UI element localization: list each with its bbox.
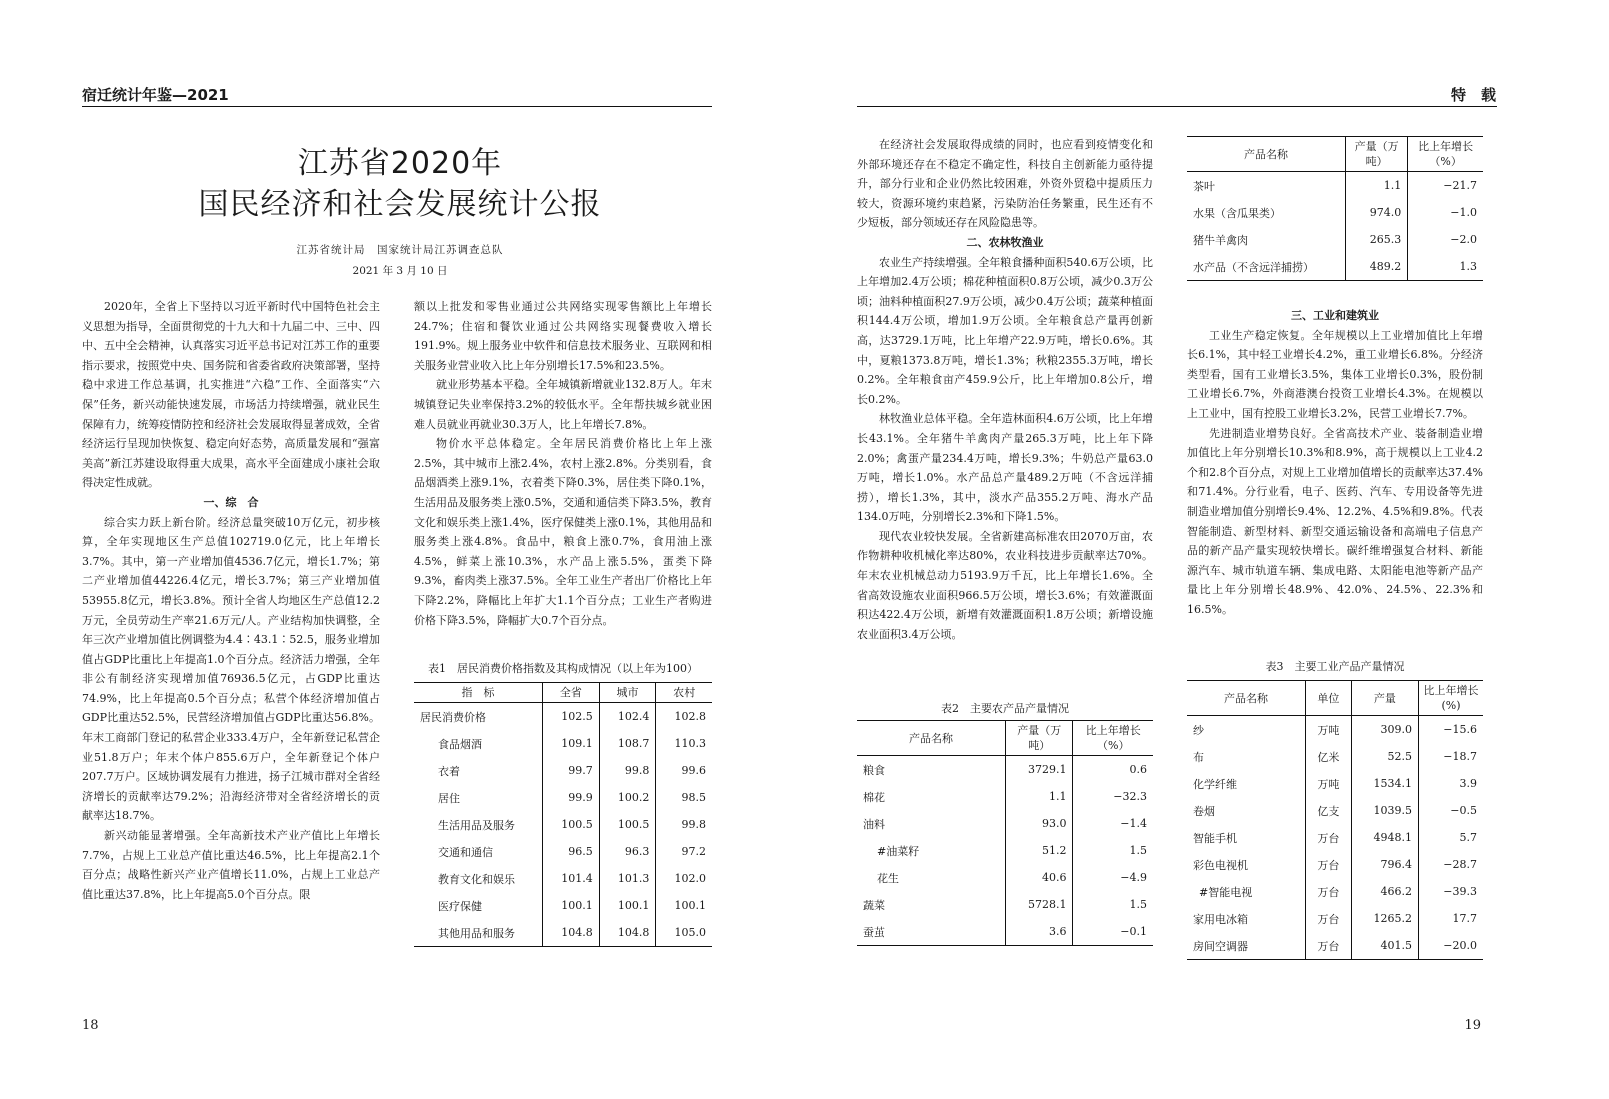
table-row: [414, 784, 712, 811]
table-row: [1187, 878, 1483, 905]
table-row: [1187, 743, 1483, 770]
table-cell: −1.0: [1408, 199, 1483, 226]
table-row: [414, 757, 712, 784]
table-cell: 房间空调器: [1193, 939, 1248, 953]
table3-body: [1187, 716, 1483, 960]
table-cell: 101.4: [543, 865, 600, 892]
table-header: 产量（万吨）: [1346, 137, 1408, 172]
right-column-1: [857, 135, 1153, 644]
table-header: 全省: [543, 683, 600, 703]
table-header: 产量（万吨）: [1006, 721, 1073, 756]
table-cell: 万吨: [1306, 770, 1352, 797]
table-cell: 万台: [1306, 878, 1352, 905]
table-cell: −18.7: [1419, 743, 1484, 770]
table-cell: 100.1: [656, 892, 712, 919]
table-cell: 纱: [1193, 723, 1204, 737]
table-row: [857, 756, 1153, 784]
table-cell: 亿米: [1306, 743, 1352, 770]
table-cell: #智能电视: [1199, 885, 1253, 899]
section-heading: 二、农林牧渔业: [966, 235, 1044, 249]
table-cell: 489.2: [1346, 253, 1408, 281]
table-cell: 水果（含瓜果类）: [1193, 206, 1281, 220]
table-cell: 居民消费价格: [420, 710, 486, 724]
table-cell: 食品烟酒: [438, 737, 482, 751]
table-row: [414, 865, 712, 892]
table-cell: 卷烟: [1193, 804, 1215, 818]
table-cell: 97.2: [656, 838, 712, 865]
left-column-1: [82, 297, 380, 904]
article-title-line1: 江苏省2020年: [297, 146, 503, 181]
table-cell: 4948.1: [1351, 824, 1418, 851]
right-column-2: [1187, 290, 1483, 620]
table-row: [1187, 172, 1483, 200]
table-row: [857, 918, 1153, 946]
table-cell: −28.7: [1419, 851, 1484, 878]
table-header: 指 标: [414, 683, 543, 703]
running-head-right: 特 载: [1450, 86, 1496, 104]
table-cell: 居住: [438, 791, 460, 805]
table-cell: 265.3: [1346, 226, 1408, 253]
table-cell: 5728.1: [1006, 891, 1073, 918]
table-cell: 1265.2: [1351, 905, 1418, 932]
table-row: [414, 730, 712, 757]
table-cell: 98.5: [656, 784, 712, 811]
table-cell: 110.3: [656, 730, 712, 757]
table-cell: 粮食: [863, 763, 885, 777]
header-rule-right: [857, 106, 1497, 107]
table-cell: −0.1: [1073, 918, 1153, 946]
header-rule-left: [82, 106, 712, 107]
paragraph: 就业形势基本平稳。全年城镇新增就业132.8万人。年末城镇登记失业率保持3.2%的较低水平。全年帮扶城乡就业困难人员就业再就业30.3万人，比上年增长7.8%。: [414, 378, 712, 431]
paragraph: 在经济社会发展取得成绩的同时，也应看到疫情变化和外部环境还存在不稳定不确定性，科技自主创新能力亟待提升，部分行业和企业仍然比较困难，外资外贸稳中提质压力较大，资源环境约束趋紧，污染防治任务繁重，民生还有不少短板，部分领域还存在风险隐患等。: [857, 138, 1153, 230]
table-row: [1187, 797, 1483, 824]
table-cell: 万台: [1306, 905, 1352, 932]
paragraph: 现代农业较快发展。全省新建高标准农田2070万亩，农作物耕种收机械化率达80%，农业科技进步贡献率达70%。年末农业机械总动力5193.9万千瓦，比上年增长1.6%。全省高效设施农业面积966.5万公顷，增长3.6%；有效灌溉面积达422.4万公顷，新增有效灌溉面积1.8万公顷；新增设施农业面积3.4万公顷。: [857, 529, 1153, 641]
table-cell: −20.0: [1419, 932, 1484, 960]
paragraph: 新兴动能显著增强。全年高新技术产业产值比上年增长7.7%，占规上工业总产值比重达46.5%，比上年提高2.1个百分点；战略性新兴产业产值增长11.0%，占规上工业总产值比重达37.8%，比上年提高5.0个百分点。限: [82, 829, 380, 901]
table-header: 产品名称: [1187, 681, 1306, 716]
article-authors: 江苏省统计局 国家统计局江苏调查总队: [296, 244, 504, 256]
table-cell: 1039.5: [1351, 797, 1418, 824]
table-cell: 102.5: [543, 703, 600, 731]
table-cell: 100.1: [543, 892, 600, 919]
table-cell: 万台: [1306, 932, 1352, 960]
table-row: [414, 703, 712, 731]
table-cell: 茶叶: [1193, 179, 1215, 193]
table1-caption: 表1 居民消费价格指数及其构成情况（以上年为100）: [428, 662, 698, 675]
table-row: [414, 892, 712, 919]
table-cell: 100.5: [543, 811, 600, 838]
table-cell: 99.7: [543, 757, 600, 784]
table-cell: 棉花: [863, 790, 885, 804]
table-row: [1187, 905, 1483, 932]
table-cell: 1534.1: [1351, 770, 1418, 797]
table-cell: 100.1: [599, 892, 656, 919]
table-row: [414, 811, 712, 838]
table-cell: −32.3: [1073, 783, 1153, 810]
table-header: 农村: [656, 683, 712, 703]
table-cell: 化学纤维: [1193, 777, 1237, 791]
table-row: [1187, 932, 1483, 960]
table-cell: 蔬菜: [863, 898, 885, 912]
table-row: [1187, 253, 1483, 281]
right-page: [805, 0, 1609, 1099]
table-cell: −1.4: [1073, 810, 1153, 837]
paragraph: 林牧渔业总体平稳。全年造林面积4.6万公顷，比上年增长43.1%。全年猪牛羊禽肉产量265.3万吨，比上年下降2.0%；禽蛋产量234.4万吨，增长9.3%；牛奶总产量63.0万吨，增长1.0%。水产品总产量489.2万吨（不含远洋捕捞），增长1.3%，其中，淡水产品355.2万吨、海水产品134.0万吨，分别增长2.3%和下降1.5%。: [857, 412, 1153, 524]
paragraph: 额以上批发和零售业通过公共网络实现零售额比上年增长24.7%；住宿和餐饮业通过公共网络实现餐费收入增长191.9%。规上服务业中软件和信息技术服务业、互联网和相关服务业营业收入比上年分别增长17.5%和23.5%。: [414, 300, 712, 372]
table-cell: 96.5: [543, 838, 600, 865]
section-heading: 一、综 合: [203, 495, 259, 509]
table-cell: −39.3: [1419, 878, 1484, 905]
table-cell: 3.6: [1006, 918, 1073, 946]
table-cell: 52.5: [1351, 743, 1418, 770]
table-cell: 100.5: [599, 811, 656, 838]
table-header: 比上年增长（%）: [1408, 137, 1483, 172]
table-cell: 教育文化和娱乐: [438, 872, 515, 886]
table-cell: 布: [1193, 750, 1204, 764]
table-cell: 93.0: [1006, 810, 1073, 837]
table-row: [1187, 199, 1483, 226]
table-row: [414, 838, 712, 865]
table-cell: 309.0: [1351, 716, 1418, 744]
table-cell: 99.9: [543, 784, 600, 811]
table-row: [1187, 824, 1483, 851]
table-row: [857, 783, 1153, 810]
table-cell: 99.8: [599, 757, 656, 784]
table-cell: 0.6: [1073, 756, 1153, 784]
table1: [414, 682, 712, 947]
table-cell: 102.8: [656, 703, 712, 731]
table-header: 产量: [1351, 681, 1418, 716]
table-cell: 96.3: [599, 838, 656, 865]
table-cell: 衣着: [438, 764, 460, 778]
table-header: 城市: [599, 683, 656, 703]
table-cell: 51.2: [1006, 837, 1073, 864]
table-cell: 猪牛羊禽肉: [1193, 233, 1248, 247]
table-cell: 796.4: [1351, 851, 1418, 878]
table3: [1187, 680, 1483, 960]
table-cell: 医疗保健: [438, 899, 482, 913]
paragraph: 先进制造业增势良好。全省高技术产业、装备制造业增加值比上年分别增长10.3%和8.9%，高于规模以上工业4.2个和2.8个百分点，对规上工业增加值增长的贡献率达37.4%和71.4%。分行业看，电子、医药、汽车、专用设备等先进制造业增加值分别增长9.4%、12.2%、4.5%和9.8%。代表智能制造、新型材料、新型交通运输设备和高端电子信息产品的新产品产量实现较快增长。碳纤维增强复合材料、新能源汽车、城市轨道车辆、集成电路、太阳能电池等新产品产量比上年分别增长48.9%、42.0%、24.5%、22.3%和16.5%。: [1187, 426, 1483, 616]
table-cell: 466.2: [1351, 878, 1418, 905]
table-cell: 102.0: [656, 865, 712, 892]
table-cell: 3729.1: [1006, 756, 1073, 784]
running-head-left: 宿迁统计年鉴—2021: [82, 86, 229, 104]
table-cell: 蚕茧: [863, 925, 885, 939]
table-cell: 水产品（不含远洋捕捞）: [1193, 260, 1314, 274]
table-row: [857, 837, 1153, 864]
paragraph: 物价水平总体稳定。全年居民消费价格比上年上涨2.5%，其中城市上涨2.4%，农村上涨2.8%。分类别看，食品烟酒类上涨9.1%，衣着类下降0.3%，居住类下降0.1%，生活用品及服务类上涨0.5%，交通和通信类下降3.5%，教育文化和娱乐类上涨1.4%，医疗保健类上涨0.1%，其他用品和服务类上涨4.8%。食品中，粮食上涨0.7%，食用油上涨4.5%，鲜菜上涨10.3%，水产品上涨5.5%，蛋类下降9.3%，畜肉类上涨37.5%。全年工业生产者出厂价格比上年下降2.2%，降幅比上年扩大1.1个百分点；工业生产者购进价格下降3.5%，降幅扩大0.7个百分点。: [414, 437, 712, 627]
table-cell: 万台: [1306, 824, 1352, 851]
section-heading: 三、工业和建筑业: [1291, 309, 1379, 322]
table-cell: −0.5: [1419, 797, 1484, 824]
table-row: [1187, 716, 1483, 744]
table-cell: 99.6: [656, 757, 712, 784]
paragraph: 2020年，全省上下坚持以习近平新时代中国特色社会主义思想为指导，全面贯彻党的十九大和十九届二中、三中、四中、五中全会精神，认真落实习近平总书记对江苏工作的重要指示要求，按照党中央、国务院和省委省政府决策部署，坚持稳中求进工作总基调，扎实推进“六稳”工作、全面落实“六保”任务，新兴动能快速发展，市场活力持续增强，就业民生保障有力，统筹疫情防控和经济社会发展取得显著成效，全省经济运行呈现加快恢复、稳定向好态势，高质量发展和“强富美高”新江苏建设取得重大成果，高水平全面建成小康社会取得决定性成就。: [82, 300, 380, 490]
table-cell: 5.7: [1419, 824, 1484, 851]
table3-caption: 表3 主要工业产品产量情况: [1265, 660, 1405, 673]
article-date: 2021 年 3 月 10 日: [352, 265, 448, 277]
table-cell: 1.1: [1346, 172, 1408, 200]
table2-body: [857, 756, 1153, 946]
table-cell: #油菜籽: [877, 844, 920, 858]
table-header: 单位: [1306, 681, 1352, 716]
table-header: 产品名称: [857, 721, 1006, 756]
table-row: [414, 919, 712, 947]
table-cell: 家用电冰箱: [1193, 912, 1248, 926]
table2-continued-body: [1187, 172, 1483, 281]
table2: [857, 720, 1153, 946]
table-cell: 104.8: [599, 919, 656, 947]
article-title-line2: 国民经济和社会发展统计公报: [198, 187, 602, 222]
table-cell: 109.1: [543, 730, 600, 757]
table-cell: 108.7: [599, 730, 656, 757]
table-cell: 101.3: [599, 865, 656, 892]
table-cell: 1.1: [1006, 783, 1073, 810]
table-header: 产品名称: [1187, 137, 1346, 172]
table-cell: 401.5: [1351, 932, 1418, 960]
table-header: 比上年增长(%): [1419, 681, 1484, 716]
paragraph: 工业生产稳定恢复。全年规模以上工业增加值比上年增长6.1%，其中轻工业增长4.2%，重工业增长6.8%。分经济类型看，国有工业增长3.5%，集体工业增长0.3%，股份制工业增长6.7%，外商港澳台投资工业增长4.3%。在规模以上工业中，国有控股工业增长3.2%，民营工业增长7.7%。: [1187, 328, 1483, 420]
table2-continued: [1187, 136, 1483, 281]
table-cell: 智能手机: [1193, 831, 1237, 845]
table-row: [857, 864, 1153, 891]
table-cell: 974.0: [1346, 199, 1408, 226]
table-cell: 100.2: [599, 784, 656, 811]
table-cell: 万台: [1306, 851, 1352, 878]
paragraph: 综合实力跃上新台阶。经济总量突破10万亿元，初步核算，全年实现地区生产总值102719.0亿元，比上年增长3.7%。其中，第一产业增加值4536.7亿元，增长1.7%；第二产业增加值44226.4亿元，增长3.7%；第三产业增加值53955.8亿元，增长3.8%。预计全省人均地区生产总值12.2万元，全员劳动生产率21.6万元/人。产业结构加快调整，全年三次产业增加值比例调整为4.4∶43.1∶52.5，服务业增加值占GDP比重比上年提高1.0个百分点。经济活力增强，全年非公有制经济实现增加值76936.5亿元，占GDP比重达74.9%，比上年提高0.5个百分点；私营个体经济增加值占GDP比重达52.5%，民营经济增加值占GDP比重达56.8%。年末工商部门登记的私营企业333.4万户，全年新登记私营企业51.8万户；年末个体户855.6万户，全年新登记个体户207.7万户。区域协调发展有力推进，扬子江城市群对全省经济增长的贡献率达79.2%；沿海经济带对全省经济增长的贡献率达18.7%。: [82, 515, 380, 823]
table-cell: −21.7: [1408, 172, 1483, 200]
table-cell: 1.3: [1408, 253, 1483, 281]
table-cell: 亿支: [1306, 797, 1352, 824]
table-cell: −4.9: [1073, 864, 1153, 891]
table-cell: 40.6: [1006, 864, 1073, 891]
table-cell: 万吨: [1306, 716, 1352, 744]
table2-caption: 表2 主要农产品产量情况: [941, 702, 1069, 715]
table-cell: 油料: [863, 817, 885, 831]
table-cell: −15.6: [1419, 716, 1484, 744]
table-row: [857, 810, 1153, 837]
table-cell: 花生: [877, 871, 899, 885]
table-cell: 99.8: [656, 811, 712, 838]
table-cell: 生活用品及服务: [438, 818, 515, 832]
table-row: [857, 891, 1153, 918]
table-cell: 1.5: [1073, 891, 1153, 918]
table-cell: 3.9: [1419, 770, 1484, 797]
table-cell: 105.0: [656, 919, 712, 947]
table-cell: 彩色电视机: [1193, 858, 1248, 872]
table-row: [1187, 226, 1483, 253]
table-row: [1187, 770, 1483, 797]
page-number-right: 19: [1464, 1018, 1481, 1033]
table-header: 比上年增长（%）: [1073, 721, 1153, 756]
table-cell: 交通和通信: [438, 845, 493, 859]
table-cell: 102.4: [599, 703, 656, 731]
left-column-2: [414, 297, 712, 630]
table-cell: −2.0: [1408, 226, 1483, 253]
paragraph: 农业生产持续增强。全年粮食播种面积540.6万公顷，比上年增加2.4万公顷；棉花种植面积0.8万公顷，减少0.3万公顷；油料种植面积27.9万公顷，减少0.4万公顷；蔬菜种植面积144.4万公顷，增加1.9万公顷。全年粮食总产量再创新高，达3729.1万吨，比上年增产22.9万吨，增长0.6%。其中，夏粮1373.8万吨，增长1.3%；秋粮2355.3万吨，增长0.2%。全年粮食亩产459.9公斤，比上年增加0.8公斤，增长0.2%。: [857, 255, 1153, 406]
table-cell: 其他用品和服务: [438, 926, 515, 940]
table-cell: 1.5: [1073, 837, 1153, 864]
table1-body: [414, 703, 712, 947]
table-cell: 104.8: [543, 919, 600, 947]
table-row: [1187, 851, 1483, 878]
page-number-left: 18: [82, 1018, 99, 1033]
table-cell: 17.7: [1419, 905, 1484, 932]
